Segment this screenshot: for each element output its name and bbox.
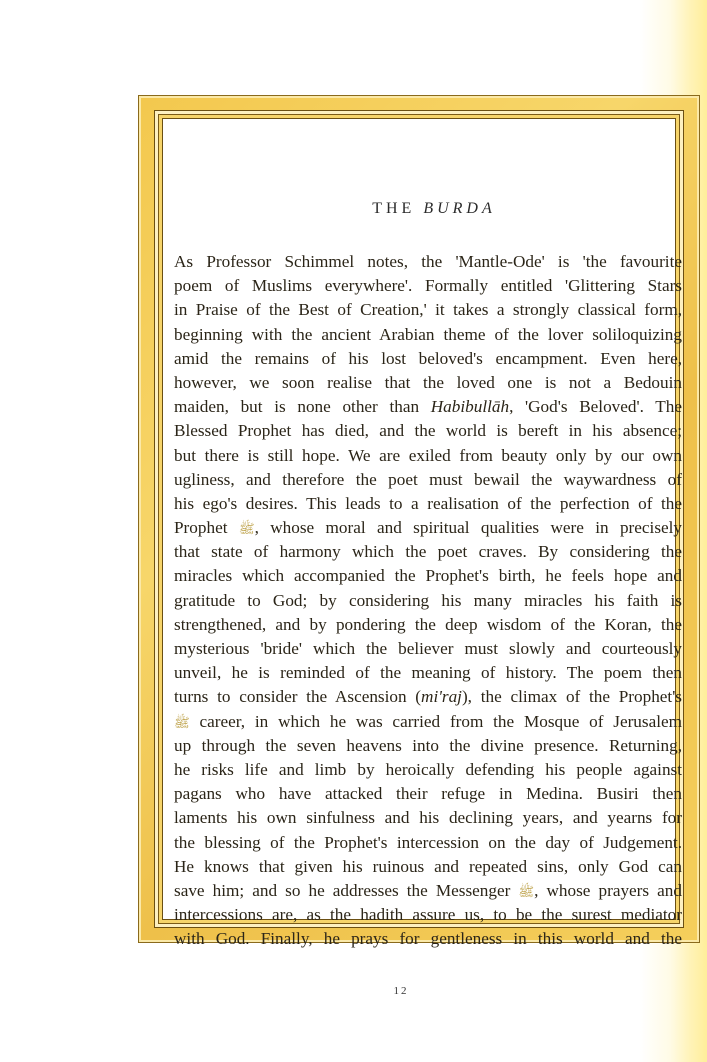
italic-term: mi'raj (421, 687, 462, 707)
text-segment: intercessions are, as the hadith assure us, to be the surest mediator (174, 905, 682, 925)
text-line (174, 734, 682, 758)
text-line (174, 685, 682, 709)
text-segment: unveil, he is reminded of the meaning of history. The poem then (174, 663, 682, 683)
text-segment: he risks life and limb by heroically defending his people against (174, 759, 682, 779)
text-line (174, 613, 682, 637)
text-segment: Prophet (174, 518, 239, 538)
text-segment: beginning with the ancient Arabian theme of the lover soliloquizing (174, 324, 682, 344)
text-segment: Blessed Prophet has died, and the world is bereft in his absence; (174, 421, 682, 441)
text-line (174, 347, 682, 371)
text-segment: , 'God's Beloved'. The (509, 397, 682, 417)
text-line (174, 468, 682, 492)
text-segment: miracles which accompanied the Prophet's birth, he feels hope and (174, 566, 682, 586)
text-segment: the blessing of the Prophet's intercession on the day of Judgement. (174, 832, 682, 852)
text-segment: gratitude to God; by considering his many miracles his faith is (174, 590, 682, 610)
text-line (174, 274, 682, 298)
text-segment: save him; and so he addresses the Messenger (174, 880, 519, 900)
italic-term: Habibullāh (430, 397, 510, 417)
text-segment: , whose moral and spiritual qualities were in precisely (254, 518, 683, 538)
text-line (174, 661, 682, 685)
text-segment: , whose prayers and (534, 880, 682, 900)
text-segment: amid the remains of his lost beloved's encampment. Even here, (174, 348, 682, 368)
text-line (174, 371, 682, 395)
text-line (174, 492, 682, 516)
page-content (174, 120, 694, 949)
text-segment: maiden, but is none other than (174, 397, 431, 417)
chapter-title-italic: BURDA (423, 200, 496, 217)
text-line (174, 855, 682, 879)
text-line (174, 323, 682, 347)
text-line (174, 540, 682, 564)
text-line (174, 782, 682, 806)
text-segment: poem of Muslims everywhere'. Formally entitled 'Glittering Stars (174, 276, 682, 296)
page-number: 12 (393, 985, 409, 997)
text-segment: As Professor Schimmel notes, the 'Mantle-Ode' is 'the favourite (174, 252, 682, 271)
salutation-glyph-icon: ﷺ (238, 521, 255, 537)
text-segment: laments his own sinfulness and his declining years, and yearns for (174, 808, 682, 828)
text-segment: but there is still hope. We are exiled from beauty only by our own (174, 445, 682, 465)
text-line (174, 637, 682, 661)
text-segment: turns to consider the Ascension ( (174, 687, 422, 707)
text-line (174, 879, 682, 903)
text-segment: however, we soon realise that the loved one is not a Bedouin (174, 372, 682, 392)
text-line (174, 710, 682, 734)
text-segment: up through the seven heavens into the divine presence. Returning, (174, 735, 682, 755)
text-segment: mysterious 'bride' which the believer must slowly and courteously (174, 639, 682, 658)
text-segment: strengthened, and by pondering the deep wisdom of the Koran, the (174, 614, 682, 634)
text-segment: that state of harmony which the poet craves. By considering the (174, 542, 682, 562)
text-line (174, 250, 682, 274)
text-segment: He knows that given his ruinous and repeated sins, only God can (174, 856, 682, 876)
text-segment: with God. Finally, he prays for gentleness in this world and the (174, 929, 682, 949)
text-line (174, 395, 682, 419)
text-line (174, 927, 682, 951)
body-paragraph (174, 250, 682, 951)
text-line (174, 589, 682, 613)
chapter-title (174, 200, 694, 218)
text-segment: ), the climax of the Prophet's (461, 687, 682, 707)
text-line (174, 903, 682, 927)
text-segment: his ego's desires. This leads to a realisation of the perfection of the (174, 493, 682, 513)
salutation-glyph-icon: ﷺ (174, 714, 190, 730)
text-line (174, 806, 682, 830)
text-segment: career, in which he was carried from the Mosque of Jerusalem (189, 711, 682, 731)
text-line (174, 758, 682, 782)
text-segment: pagans who have attacked their refuge in Medina. Busiri then (174, 784, 682, 804)
text-segment: in Praise of the Best of Creation,' it takes a strongly classical form, (174, 300, 682, 320)
text-segment: ugliness, and therefore the poet must bewail the waywardness of (174, 469, 682, 489)
text-line (174, 831, 682, 855)
text-line (174, 444, 682, 468)
chapter-title-prefix: THE (372, 200, 416, 217)
text-line (174, 516, 682, 540)
text-line (174, 419, 682, 443)
salutation-glyph-icon: ﷺ (518, 883, 535, 899)
text-line (174, 564, 682, 588)
text-line (174, 298, 682, 322)
